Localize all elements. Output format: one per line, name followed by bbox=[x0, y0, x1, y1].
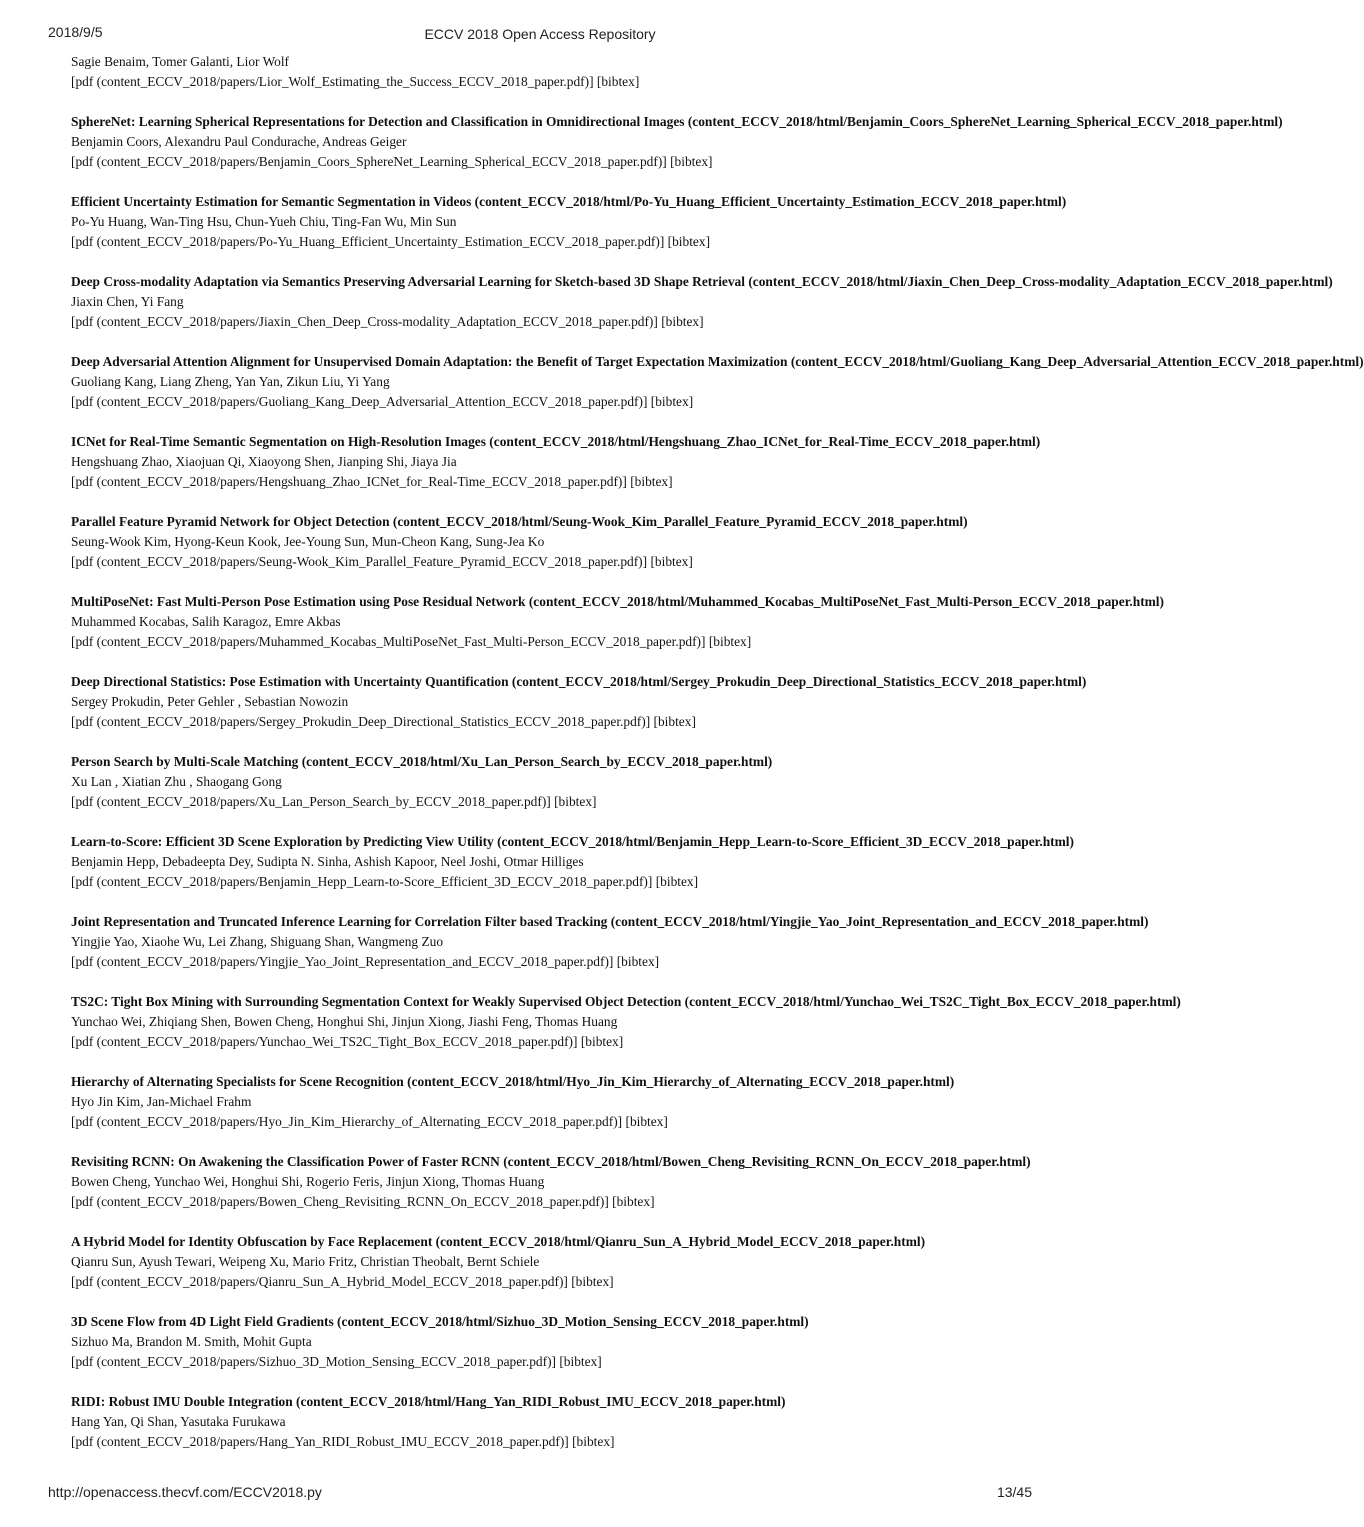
pdf-link[interactable]: [pdf (content_ECCV_2018/papers/Hengshuang_Zhao_ICNet_for_Real-Time_ECCV_2018_paper.pdf)] [bibtex] bbox=[71, 474, 673, 489]
pdf-link[interactable]: [pdf (content_ECCV_2018/papers/Jiaxin_Chen_Deep_Cross-modality_Adaptation_ECCV_2018_paper.pdf)] [bibtex] bbox=[71, 314, 704, 329]
paper-authors: Sizhuo Ma, Brandon M. Smith, Mohit Gupta bbox=[71, 1334, 312, 1349]
paper-entry bbox=[71, 1152, 1033, 1232]
paper-links bbox=[71, 1192, 1033, 1212]
paper-entry bbox=[71, 752, 1033, 832]
pdf-link[interactable]: [pdf (content_ECCV_2018/papers/Benjamin_Hepp_Learn-to-Score_Efficient_3D_ECCV_2018_paper.pdf)] [bibtex] bbox=[71, 874, 699, 889]
paper-links bbox=[71, 792, 1033, 812]
paper-authors: Muhammed Kocabas, Salih Karagoz, Emre Akbas bbox=[71, 614, 341, 629]
pdf-link[interactable]: [pdf (content_ECCV_2018/papers/Qianru_Sun_A_Hybrid_Model_ECCV_2018_paper.pdf)] [bibtex] bbox=[71, 1274, 614, 1289]
print-header bbox=[48, 24, 1032, 44]
paper-links bbox=[71, 232, 1033, 252]
paper-title-link[interactable]: RIDI: Robust IMU Double Integration (content_ECCV_2018/html/Hang_Yan_RIDI_Robust_IMU_ECCV_2018_paper.html) bbox=[71, 1394, 786, 1409]
paper-authors: Benjamin Hepp, Debadeepta Dey, Sudipta N. Sinha, Ashish Kapoor, Neel Joshi, Otmar Hilliges bbox=[71, 854, 584, 869]
pdf-link[interactable]: [pdf (content_ECCV_2018/papers/Bowen_Cheng_Revisiting_RCNN_On_ECCV_2018_paper.pdf)] [bibtex] bbox=[71, 1194, 655, 1209]
paper-entry bbox=[71, 192, 1067, 272]
page-url: http://openaccess.thecvf.com/ECCV2018.py bbox=[48, 1484, 322, 1500]
paper-entry bbox=[71, 432, 1041, 512]
print-date: 2018/9/5 bbox=[48, 24, 103, 40]
paper-entry bbox=[71, 1232, 1033, 1312]
paper-links bbox=[71, 392, 1033, 412]
paper-authors: Bowen Cheng, Yunchao Wei, Honghui Shi, Rogerio Feris, Jinjun Xiong, Thomas Huang bbox=[71, 1174, 545, 1189]
paper-list bbox=[71, 52, 1364, 1472]
paper-authors: Hyo Jin Kim, Jan-Michael Frahm bbox=[71, 1094, 252, 1109]
paper-title-link[interactable]: Revisiting RCNN: On Awakening the Classification Power of Faster RCNN (content_ECCV_2018/html/Bowen_Cheng_Revisiting_RCNN_On_ECCV_2018_paper.html) bbox=[71, 1154, 1031, 1169]
paper-authors: Hang Yan, Qi Shan, Yasutaka Furukawa bbox=[71, 1414, 286, 1429]
paper-authors: Hengshuang Zhao, Xiaojuan Qi, Xiaoyong Shen, Jianping Shi, Jiaya Jia bbox=[71, 454, 457, 469]
paper-title-link[interactable]: ICNet for Real-Time Semantic Segmentation on High-Resolution Images (content_ECCV_2018/html/Hengshuang_Zhao_ICNet_for_Real-Time_ECCV_2018_paper.html) bbox=[71, 434, 1041, 449]
paper-title-link[interactable]: SphereNet: Learning Spherical Representations for Detection and Classification in Omnidirectional Images (content_ECCV_2018/html/Benjamin_Coors_SphereNet_Learning_Spherical_ECCV_2018_paper.html) bbox=[71, 114, 1283, 129]
pdf-link[interactable]: [pdf (content_ECCV_2018/papers/Lior_Wolf_Estimating_the_Success_ECCV_2018_paper.pdf)] [bibtex] bbox=[71, 74, 640, 89]
paper-entry bbox=[71, 832, 1074, 912]
paper-entry bbox=[71, 52, 1033, 112]
pdf-link[interactable]: [pdf (content_ECCV_2018/papers/Yingjie_Yao_Joint_Representation_and_ECCV_2018_paper.pdf)] [bibtex] bbox=[71, 954, 660, 969]
paper-links bbox=[71, 1112, 1033, 1132]
pdf-link[interactable]: [pdf (content_ECCV_2018/papers/Muhammed_Kocabas_MultiPoseNet_Fast_Multi-Person_ECCV_2018_paper.pdf)] [bibtex] bbox=[71, 634, 752, 649]
paper-authors: Seung-Wook Kim, Hyong-Keun Kook, Jee-Young Sun, Mun-Cheon Kang, Sung-Jea Ko bbox=[71, 534, 545, 549]
paper-links bbox=[71, 1352, 1033, 1372]
paper-authors: Benjamin Coors, Alexandru Paul Condurache, Andreas Geiger bbox=[71, 134, 407, 149]
pdf-link[interactable]: [pdf (content_ECCV_2018/papers/Hyo_Jin_Kim_Hierarchy_of_Alternating_ECCV_2018_paper.pdf)] [bibtex] bbox=[71, 1114, 668, 1129]
paper-authors: Xu Lan , Xiatian Zhu , Shaogang Gong bbox=[71, 774, 282, 789]
paper-authors: Sergey Prokudin, Peter Gehler , Sebastian Nowozin bbox=[71, 694, 349, 709]
paper-title-link[interactable]: Hierarchy of Alternating Specialists for Scene Recognition (content_ECCV_2018/html/Hyo_Jin_Kim_Hierarchy_of_Alternating_ECCV_2018_paper.html) bbox=[71, 1074, 955, 1089]
paper-authors: Jiaxin Chen, Yi Fang bbox=[71, 294, 184, 309]
paper-entry bbox=[71, 512, 1033, 592]
paper-entry bbox=[71, 272, 1333, 352]
paper-links bbox=[71, 1272, 1033, 1292]
pdf-link[interactable]: [pdf (content_ECCV_2018/papers/Seung-Wook_Kim_Parallel_Feature_Pyramid_ECCV_2018_paper.pdf)] [bibtex] bbox=[71, 554, 693, 569]
paper-entry bbox=[71, 992, 1181, 1072]
pdf-link[interactable]: [pdf (content_ECCV_2018/papers/Sergey_Prokudin_Deep_Directional_Statistics_ECCV_2018_paper.pdf)] [bibtex] bbox=[71, 714, 696, 729]
paper-entry bbox=[71, 672, 1087, 752]
paper-authors: Qianru Sun, Ayush Tewari, Weipeng Xu, Mario Fritz, Christian Theobalt, Bernt Schiele bbox=[71, 1254, 540, 1269]
paper-title-link[interactable]: Deep Directional Statistics: Pose Estimation with Uncertainty Quantification (content_ECCV_2018/html/Sergey_Prokudin_Deep_Directional_Statistics_ECCV_2018_paper.html) bbox=[71, 674, 1087, 689]
paper-authors: Sagie Benaim, Tomer Galanti, Lior Wolf bbox=[71, 54, 290, 69]
paper-links bbox=[71, 952, 1033, 972]
paper-title-link[interactable]: MultiPoseNet: Fast Multi-Person Pose Estimation using Pose Residual Network (content_ECCV_2018/html/Muhammed_Kocabas_MultiPoseNet_Fast_Multi-Person_ECCV_2018_paper.html) bbox=[71, 594, 1164, 609]
paper-entry bbox=[71, 352, 1364, 432]
paper-title-link[interactable]: Deep Cross-modality Adaptation via Semantics Preserving Adversarial Learning for Sketch-based 3D Shape Retrieval (content_ECCV_2018/html/Jiaxin_Chen_Deep_Cross-modality_Adaptation_ECCV_2018_paper.html) bbox=[71, 274, 1333, 289]
paper-title-link[interactable]: A Hybrid Model for Identity Obfuscation by Face Replacement (content_ECCV_2018/html/Qianru_Sun_A_Hybrid_Model_ECCV_2018_paper.html) bbox=[71, 1234, 926, 1249]
pdf-link[interactable]: [pdf (content_ECCV_2018/papers/Xu_Lan_Person_Search_by_ECCV_2018_paper.pdf)] [bibtex] bbox=[71, 794, 597, 809]
paper-title-link[interactable]: Parallel Feature Pyramid Network for Object Detection (content_ECCV_2018/html/Seung-Wook_Kim_Parallel_Feature_Pyramid_ECCV_2018_paper.html) bbox=[71, 514, 968, 529]
paper-links bbox=[71, 552, 1033, 572]
paper-links bbox=[71, 152, 1033, 172]
print-footer bbox=[48, 1484, 1032, 1504]
pdf-link[interactable]: [pdf (content_ECCV_2018/papers/Yunchao_Wei_TS2C_Tight_Box_ECCV_2018_paper.pdf)] [bibtex] bbox=[71, 1034, 624, 1049]
paper-links bbox=[71, 72, 1033, 92]
page-number: 13/45 bbox=[996, 1484, 1032, 1500]
page-title: ECCV 2018 Open Access Repository bbox=[424, 26, 656, 42]
paper-links bbox=[71, 712, 1033, 732]
pdf-link[interactable]: [pdf (content_ECCV_2018/papers/Guoliang_Kang_Deep_Adversarial_Attention_ECCV_2018_paper.pdf)] [bibtex] bbox=[71, 394, 694, 409]
paper-title-link[interactable]: Person Search by Multi-Scale Matching (content_ECCV_2018/html/Xu_Lan_Person_Search_by_ECCV_2018_paper.html) bbox=[71, 754, 773, 769]
pdf-link[interactable]: [pdf (content_ECCV_2018/papers/Hang_Yan_RIDI_Robust_IMU_ECCV_2018_paper.pdf)] [bibtex] bbox=[71, 1434, 615, 1449]
paper-entry bbox=[71, 592, 1164, 672]
paper-links bbox=[71, 632, 1033, 652]
paper-links bbox=[71, 472, 1033, 492]
paper-authors: Po-Yu Huang, Wan-Ting Hsu, Chun-Yueh Chiu, Ting-Fan Wu, Min Sun bbox=[71, 214, 457, 229]
paper-links bbox=[71, 1432, 1033, 1452]
paper-links bbox=[71, 1032, 1033, 1052]
paper-title-link[interactable]: 3D Scene Flow from 4D Light Field Gradients (content_ECCV_2018/html/Sizhuo_3D_Motion_Sensing_ECCV_2018_paper.html) bbox=[71, 1314, 809, 1329]
paper-title-link[interactable]: Deep Adversarial Attention Alignment for Unsupervised Domain Adaptation: the Benefit of Target Expectation Maximization (content_ECCV_2018/html/Guoliang_Kang_Deep_Adversarial_Attention_ECCV_2018_paper.html) bbox=[71, 354, 1364, 369]
paper-title-link[interactable]: Learn-to-Score: Efficient 3D Scene Exploration by Predicting View Utility (content_ECCV_2018/html/Benjamin_Hepp_Learn-to-Score_Efficient_3D_ECCV_2018_paper.html) bbox=[71, 834, 1074, 849]
paper-entry bbox=[71, 1072, 1033, 1152]
paper-links bbox=[71, 872, 1033, 892]
paper-authors: Yingjie Yao, Xiaohe Wu, Lei Zhang, Shiguang Shan, Wangmeng Zuo bbox=[71, 934, 444, 949]
paper-title-link[interactable]: Efficient Uncertainty Estimation for Semantic Segmentation in Videos (content_ECCV_2018/html/Po-Yu_Huang_Efficient_Uncertainty_Estimation_ECCV_2018_paper.html) bbox=[71, 194, 1067, 209]
paper-entry bbox=[71, 112, 1283, 192]
paper-entry bbox=[71, 912, 1149, 992]
paper-title-link[interactable]: Joint Representation and Truncated Inference Learning for Correlation Filter based Tracking (content_ECCV_2018/html/Yingjie_Yao_Joint_Representation_and_ECCV_2018_paper.html) bbox=[71, 914, 1149, 929]
paper-links bbox=[71, 312, 1033, 332]
paper-entry bbox=[71, 1312, 1033, 1392]
paper-entry bbox=[71, 1392, 1033, 1472]
pdf-link[interactable]: [pdf (content_ECCV_2018/papers/Sizhuo_3D_Motion_Sensing_ECCV_2018_paper.pdf)] [bibtex] bbox=[71, 1354, 602, 1369]
pdf-link[interactable]: [pdf (content_ECCV_2018/papers/Benjamin_Coors_SphereNet_Learning_Spherical_ECCV_2018_paper.pdf)] [bibtex] bbox=[71, 154, 713, 169]
pdf-link[interactable]: [pdf (content_ECCV_2018/papers/Po-Yu_Huang_Efficient_Uncertainty_Estimation_ECCV_2018_paper.pdf)] [bibtex] bbox=[71, 234, 711, 249]
paper-authors: Guoliang Kang, Liang Zheng, Yan Yan, Zikun Liu, Yi Yang bbox=[71, 374, 390, 389]
paper-authors: Yunchao Wei, Zhiqiang Shen, Bowen Cheng, Honghui Shi, Jinjun Xiong, Jiashi Feng, Thomas Huang bbox=[71, 1014, 618, 1029]
paper-title-link[interactable]: TS2C: Tight Box Mining with Surrounding Segmentation Context for Weakly Supervised Object Detection (content_ECCV_2018/html/Yunchao_Wei_TS2C_Tight_Box_ECCV_2018_paper.html) bbox=[71, 994, 1181, 1009]
